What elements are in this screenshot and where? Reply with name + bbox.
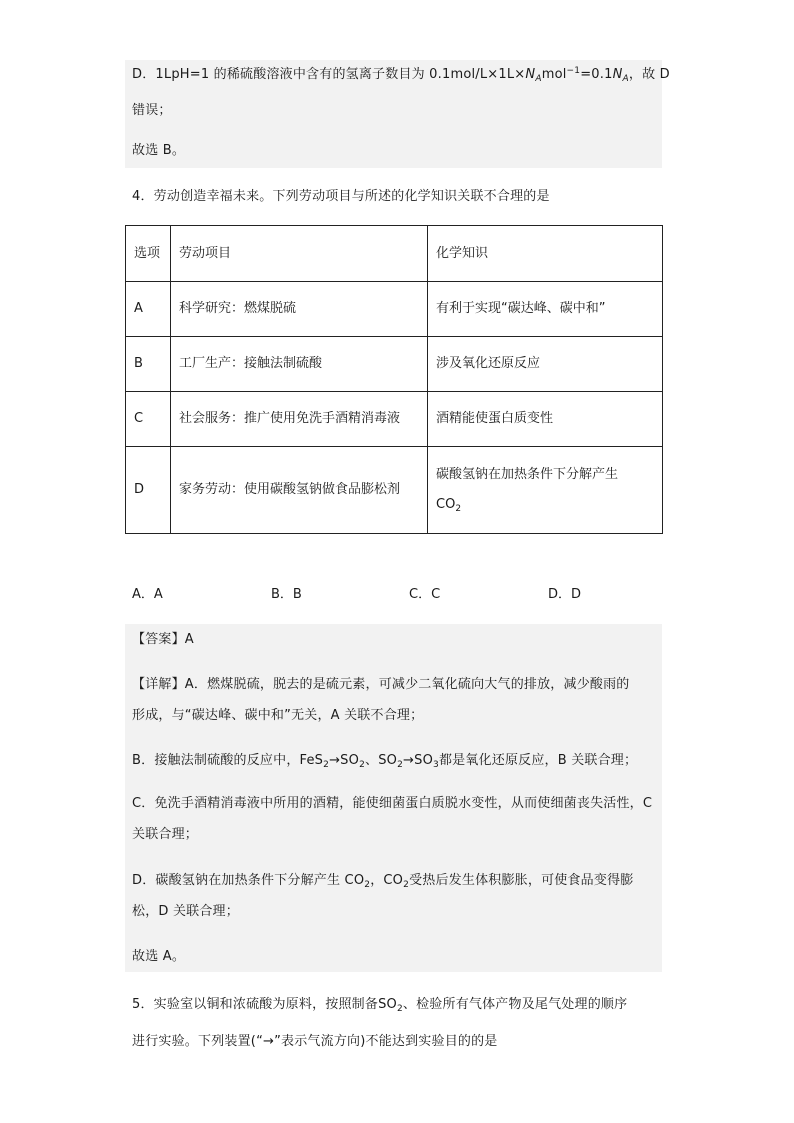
table-header-row (126, 226, 663, 282)
table-header-cell: 选项 (126, 226, 171, 282)
table-cell-option: C (126, 392, 171, 447)
prev-answer-d-line2: 错误； (132, 103, 172, 118)
table-cell-item: 科学研究：燃煤脱硫 (171, 282, 428, 337)
table-row (126, 392, 663, 447)
table-row (126, 282, 663, 337)
knowledge-line2: $CO_2$ (436, 497, 462, 514)
detail-conclusion: 故选 A。 (132, 949, 186, 964)
answer-label: 【答案】A (132, 632, 194, 647)
table-cell-knowledge: 酒精能使蛋白质变性 (428, 392, 663, 447)
table-cell-item: 工厂生产：接触法制硫酸 (171, 337, 428, 392)
q4-option-b: B．B (271, 587, 302, 602)
table-cell-option: B (126, 337, 171, 392)
table-cell-knowledge (428, 447, 663, 534)
table-cell-item: 社会服务：推广使用免洗手酒精消毒液 (171, 392, 428, 447)
prev-answer-conclusion: 故选 B。 (132, 143, 186, 158)
table-cell-item: 家务劳动：使用碳酸氢钠做食品膨松剂 (171, 447, 428, 534)
table-header-cell: 化学知识 (428, 226, 663, 282)
detail-d-line1: D．碳酸氢钠在加热条件下分解产生 $CO_2$，$CO_2$受热后发生体积膨胀，可使食品变得膨 (132, 873, 634, 890)
table-row (126, 447, 663, 534)
detail-a-line1: 【详解】A．燃煤脱硫，脱去的是硫元素，可减少二氧化硫向大气的排放，减少酸雨的 (132, 677, 630, 692)
detail-d-line2: 松，D 关联合理； (132, 904, 239, 919)
q4-option-c: C．C (409, 587, 441, 602)
detail-c-line2: 关联合理； (132, 827, 199, 842)
table-cell-option: D (126, 447, 171, 534)
q5-line1: 5．实验室以铜和浓硫酸为原料，按照制备$SO_2$、检验所有气体产物及尾气处理的顺序 (132, 997, 628, 1014)
detail-c-line1: C．免洗手酒精消毒液中所用的酒精，能使细菌蛋白质脱水变性，从而使细菌丧失活性，C (132, 796, 653, 811)
q4-table (125, 225, 663, 534)
q4-option-a: A．A (132, 587, 163, 602)
q4-option-d: D．D (548, 587, 582, 602)
table-cell-option: A (126, 282, 171, 337)
table-header-cell: 劳动项目 (171, 226, 428, 282)
detail-a-line2: 形成，与“碳达峰、碳中和”无关，A 关联不合理； (132, 708, 424, 723)
q4-stem: 4．劳动创造幸福未来。下列劳动项目与所述的化学知识关联不合理的是 (132, 189, 550, 204)
table-cell-knowledge: 有利于实现“碳达峰、碳中和” (428, 282, 663, 337)
table-row (126, 337, 663, 392)
table-cell-knowledge: 涉及氧化还原反应 (428, 337, 663, 392)
q5-line2: 进行实验。下列装置(“→”表示气流方向)不能达到实验目的的是 (132, 1034, 498, 1049)
detail-b-line: B．接触法制硫酸的反应中，$FeS_2\to SO_2$、$SO_2\to SO_3$都是氧化还原反应，B 关联合理； (132, 753, 638, 770)
prev-answer-d-line1: D．1LpH=1 的稀硫酸溶液中含有的氢离子数目为 $0.1mol/L\times 1L\times N_Amol^{-1}=0.1N_A$，故 D (132, 66, 670, 84)
knowledge-line1: 碳酸氢钠在加热条件下分解产生 (436, 467, 619, 482)
